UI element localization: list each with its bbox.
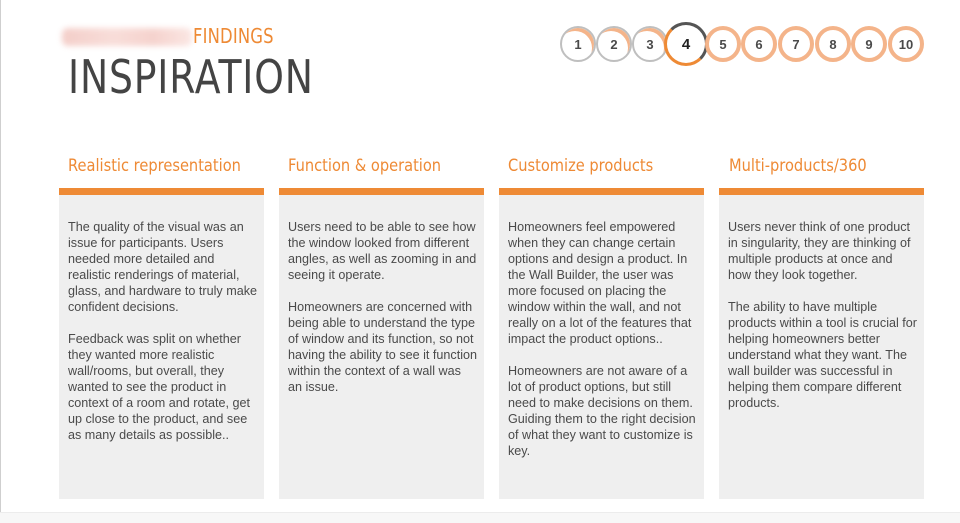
card-paragraph: Users need to be able to see how the window looked from different angles, as well as zooming in and seeing it operate. bbox=[288, 220, 477, 282]
page-number: 5 bbox=[719, 36, 727, 52]
card-paragraph: Homeowners are not aware of a lot of product options, but still need to make decisions on them. Guiding them to the right decision of what they want to customize is key. bbox=[508, 364, 696, 458]
page-number: 4 bbox=[681, 35, 691, 53]
card-paragraph: Feedback was split on whether they wanted more realistic wall/rooms, but overall, they wanted to see the product in context of a room and rotate, get up close to the product, and see as many details as possible.. bbox=[68, 332, 251, 442]
card-body-customize-products bbox=[508, 219, 698, 475]
page-9-button[interactable] bbox=[851, 26, 887, 62]
page-left-border bbox=[0, 0, 1, 522]
page-number: 3 bbox=[646, 36, 654, 52]
page-number: 6 bbox=[755, 36, 763, 52]
redacted-logo-text bbox=[62, 28, 192, 46]
page-3-button[interactable] bbox=[632, 26, 668, 62]
page-1-button[interactable] bbox=[560, 26, 596, 62]
page-number: 7 bbox=[792, 36, 800, 52]
page-number: 9 bbox=[865, 36, 873, 52]
page-number: 10 bbox=[898, 36, 914, 52]
card-paragraph: The quality of the visual was an issue for participants. Users needed more detailed and realistic renderings of material, glass, and hardware to truly make confident decisions. bbox=[68, 220, 257, 314]
card-body-multi-products bbox=[728, 219, 918, 427]
page-4-button-current[interactable] bbox=[664, 22, 708, 66]
card-title-realistic-representation: Realistic representation bbox=[68, 156, 241, 176]
card-paragraph: Users never think of one product in singularity, they are thinking of multiple products at once and how they look together. bbox=[728, 220, 911, 282]
page-8-button[interactable] bbox=[815, 26, 851, 62]
section-label: FINDINGS bbox=[193, 24, 274, 48]
page-7-button[interactable] bbox=[778, 26, 814, 62]
card-paragraph: Homeowners are concerned with being able to understand the type of window and its function, so not having the ability to see it function within the context of a wall was an issue. bbox=[288, 300, 478, 394]
page-number: 2 bbox=[610, 36, 618, 52]
card-body-realistic-representation bbox=[68, 219, 258, 459]
card-body-function-operation bbox=[288, 219, 478, 411]
slide-pager bbox=[560, 22, 932, 66]
page-2-button[interactable] bbox=[596, 26, 632, 62]
card-title-function-operation: Function & operation bbox=[288, 156, 442, 176]
card-title-multi-products: Multi-products/360 bbox=[729, 156, 867, 176]
card-title-customize-products: Customize products bbox=[508, 156, 654, 176]
page-6-button[interactable] bbox=[741, 26, 777, 62]
card-paragraph: Homeowners feel empowered when they can change certain options and design a product. In the Wall Builder, the user was more focused on placing the window within the wall, and not really on a lot of the features that impact the product options.. bbox=[508, 220, 692, 346]
page-bottom-edge bbox=[0, 512, 960, 523]
card-paragraph: The ability to have multiple products within a tool is crucial for helping homeowners better understand what they want. The wall builder was successful in helping them compare different products. bbox=[728, 300, 917, 410]
page-5-button[interactable] bbox=[705, 26, 741, 62]
page-number: 8 bbox=[829, 36, 837, 52]
page-title: INSPIRATION bbox=[68, 50, 314, 104]
page-number: 1 bbox=[574, 36, 582, 52]
page-10-button[interactable] bbox=[888, 26, 924, 62]
